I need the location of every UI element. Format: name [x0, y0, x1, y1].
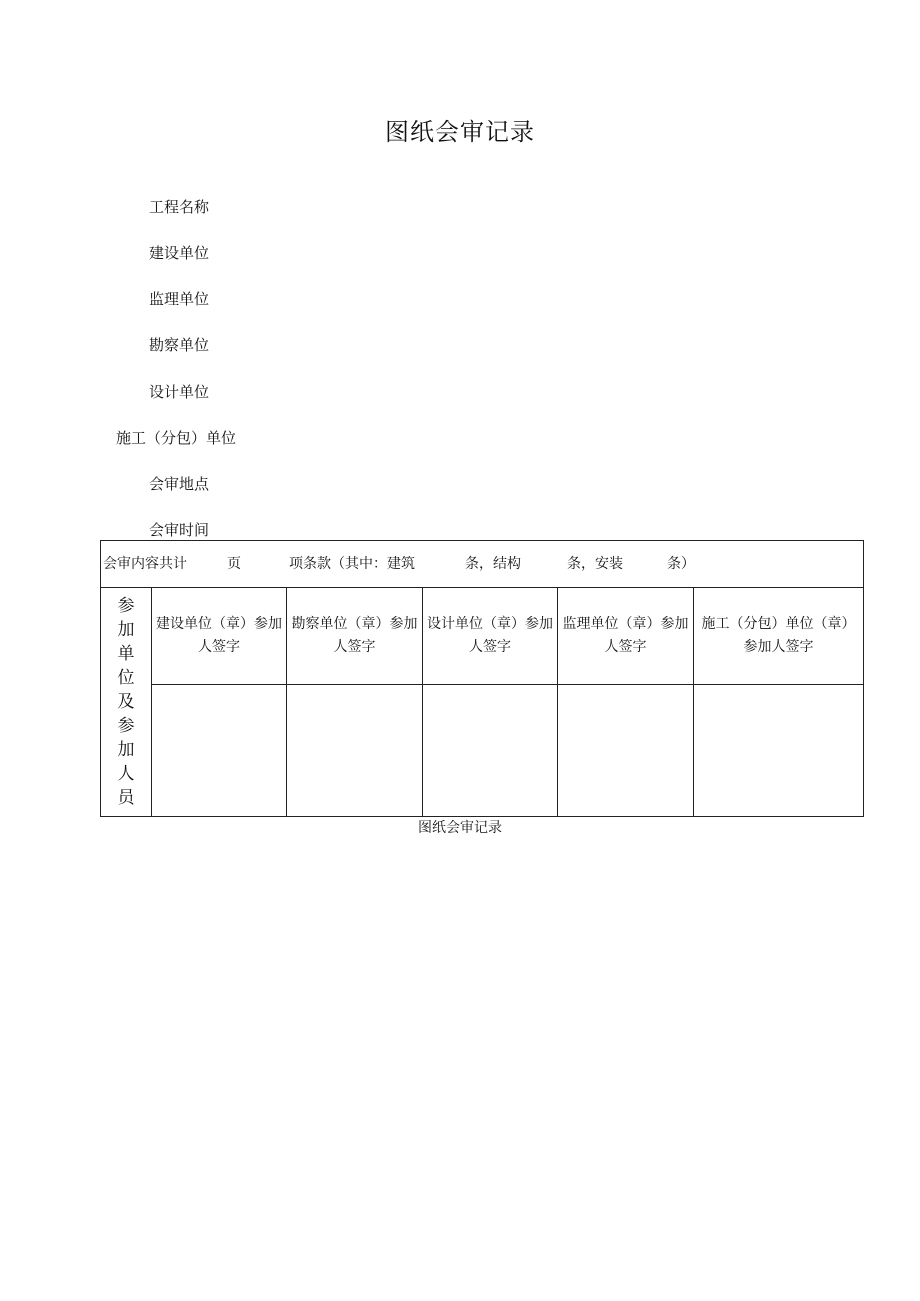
side-char: 参 — [117, 716, 135, 737]
column-header-survey: 勘察单位（章）参加人签字 — [287, 588, 423, 685]
review-table — [100, 540, 864, 817]
field-owner-unit: 建设单位 — [149, 244, 210, 262]
column-header-design: 设计单位（章）参加人签字 — [423, 588, 558, 685]
side-char: 参 — [117, 596, 135, 617]
side-char: 员 — [117, 788, 135, 809]
summary-items-label: 项条款（其中：建筑 — [289, 555, 415, 572]
field-construction-unit: 施工（分包）单位 — [116, 429, 237, 447]
summary-architecture-count: 条，结构 — [465, 555, 521, 572]
field-project-name: 工程名称 — [149, 198, 210, 216]
signature-cell-construction[interactable] — [694, 685, 864, 817]
summary-prefix: 会审内容共计 — [103, 555, 187, 572]
column-header-owner: 建设单位（章）参加人签字 — [152, 588, 287, 685]
page-footer: 图纸会审记录 — [418, 820, 502, 836]
document-title: 图纸会审记录 — [385, 118, 535, 146]
field-design-unit: 设计单位 — [149, 383, 210, 401]
side-char: 单 — [117, 644, 135, 665]
summary-structure-count: 条，安装 — [567, 555, 623, 572]
side-char: 及 — [117, 692, 135, 713]
side-char: 位 — [117, 668, 135, 689]
field-supervision-unit: 监理单位 — [149, 290, 210, 308]
column-header-supervision: 监理单位（章）参加人签字 — [558, 588, 694, 685]
signature-cell-survey[interactable] — [287, 685, 423, 817]
participants-side-label — [101, 588, 152, 817]
review-summary-row — [101, 541, 864, 588]
field-review-time: 会审时间 — [149, 521, 210, 539]
side-char: 加 — [117, 620, 135, 641]
signature-cell-owner[interactable] — [152, 685, 287, 817]
field-survey-unit: 勘察单位 — [149, 336, 210, 354]
signature-cell-supervision[interactable] — [558, 685, 694, 817]
summary-installation-count: 条） — [667, 555, 695, 572]
signature-cell-design[interactable] — [423, 685, 558, 817]
side-char: 加 — [117, 740, 135, 761]
summary-pages-label: 页 — [227, 555, 241, 572]
field-review-location: 会审地点 — [149, 475, 210, 493]
column-header-construction: 施工（分包）单位（章）参加人签字 — [694, 588, 864, 685]
side-char: 人 — [117, 764, 135, 785]
